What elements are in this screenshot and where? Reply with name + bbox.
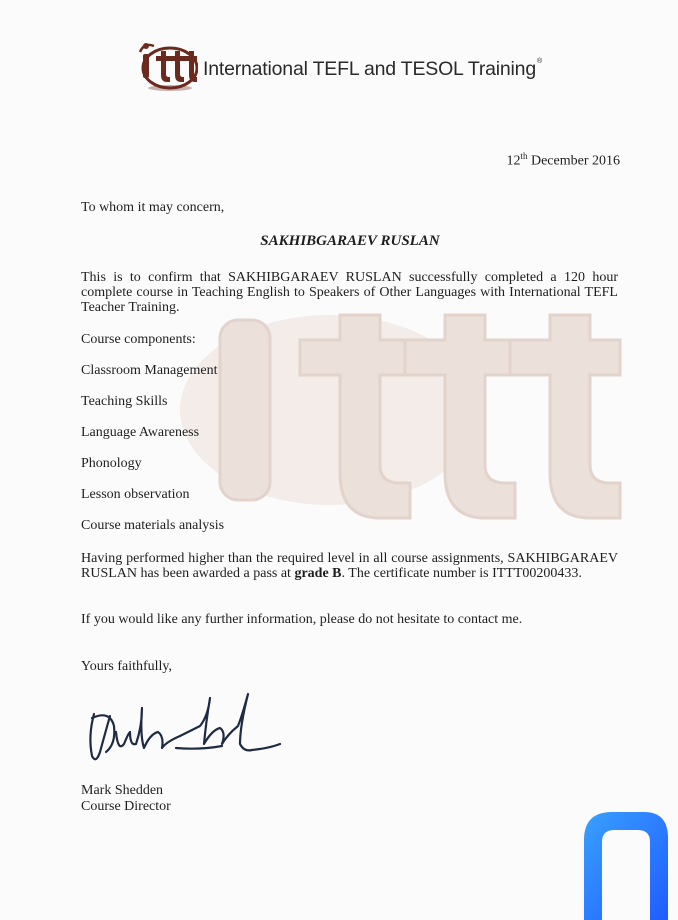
signer-title: Course Director: [81, 799, 171, 814]
organization-name: [203, 58, 542, 81]
certificate-number-text: . The certificate number is ITTT00200433.: [341, 566, 582, 581]
result-text: Having performed higher than the required level in all course assignments, SAKHIBGARAEV RUSLAN has been awarded a pass at: [81, 551, 618, 581]
course-components-heading: Course components:: [81, 332, 196, 347]
signer-name: Mark Shedden: [81, 783, 164, 798]
registered-mark: ®: [536, 58, 542, 65]
course-component-item: Lesson observation: [81, 487, 190, 502]
letter-date: [506, 151, 620, 170]
organization-name-text: International TEFL and TESOL Training: [203, 58, 536, 80]
course-component-item: Classroom Management: [81, 363, 218, 378]
salutation: To whom it may concern,: [81, 200, 225, 215]
ittt-logo: [134, 38, 198, 94]
course-component-item: Phonology: [81, 456, 142, 471]
contact-paragraph: If you would like any further information, please do not hesitate to contact me.: [81, 612, 523, 627]
confirmation-paragraph: This is to confirm that SAKHIBGARAEV RUSLAN successfully completed a 120 hour complete course in Teaching English to Speakers of Other Languages with International TEFL Teacher Training.: [81, 270, 618, 315]
closing-line: Yours faithfully,: [81, 659, 173, 674]
date-suffix: th: [520, 151, 528, 161]
grade-value: grade B: [294, 566, 342, 581]
result-paragraph: [81, 551, 618, 581]
date-day: 12: [506, 153, 521, 169]
course-component-item: Course materials analysis: [81, 518, 225, 533]
recipient-name: SAKHIBGARAEV RUSLAN: [260, 233, 440, 249]
handwritten-signature: [80, 686, 290, 771]
ittt-watermark: [160, 280, 640, 520]
date-month-year: December 2016: [527, 153, 620, 169]
course-component-item: Teaching Skills: [81, 394, 168, 409]
course-component-item: Language Awareness: [81, 425, 200, 440]
corner-logo-icon: [580, 808, 672, 920]
